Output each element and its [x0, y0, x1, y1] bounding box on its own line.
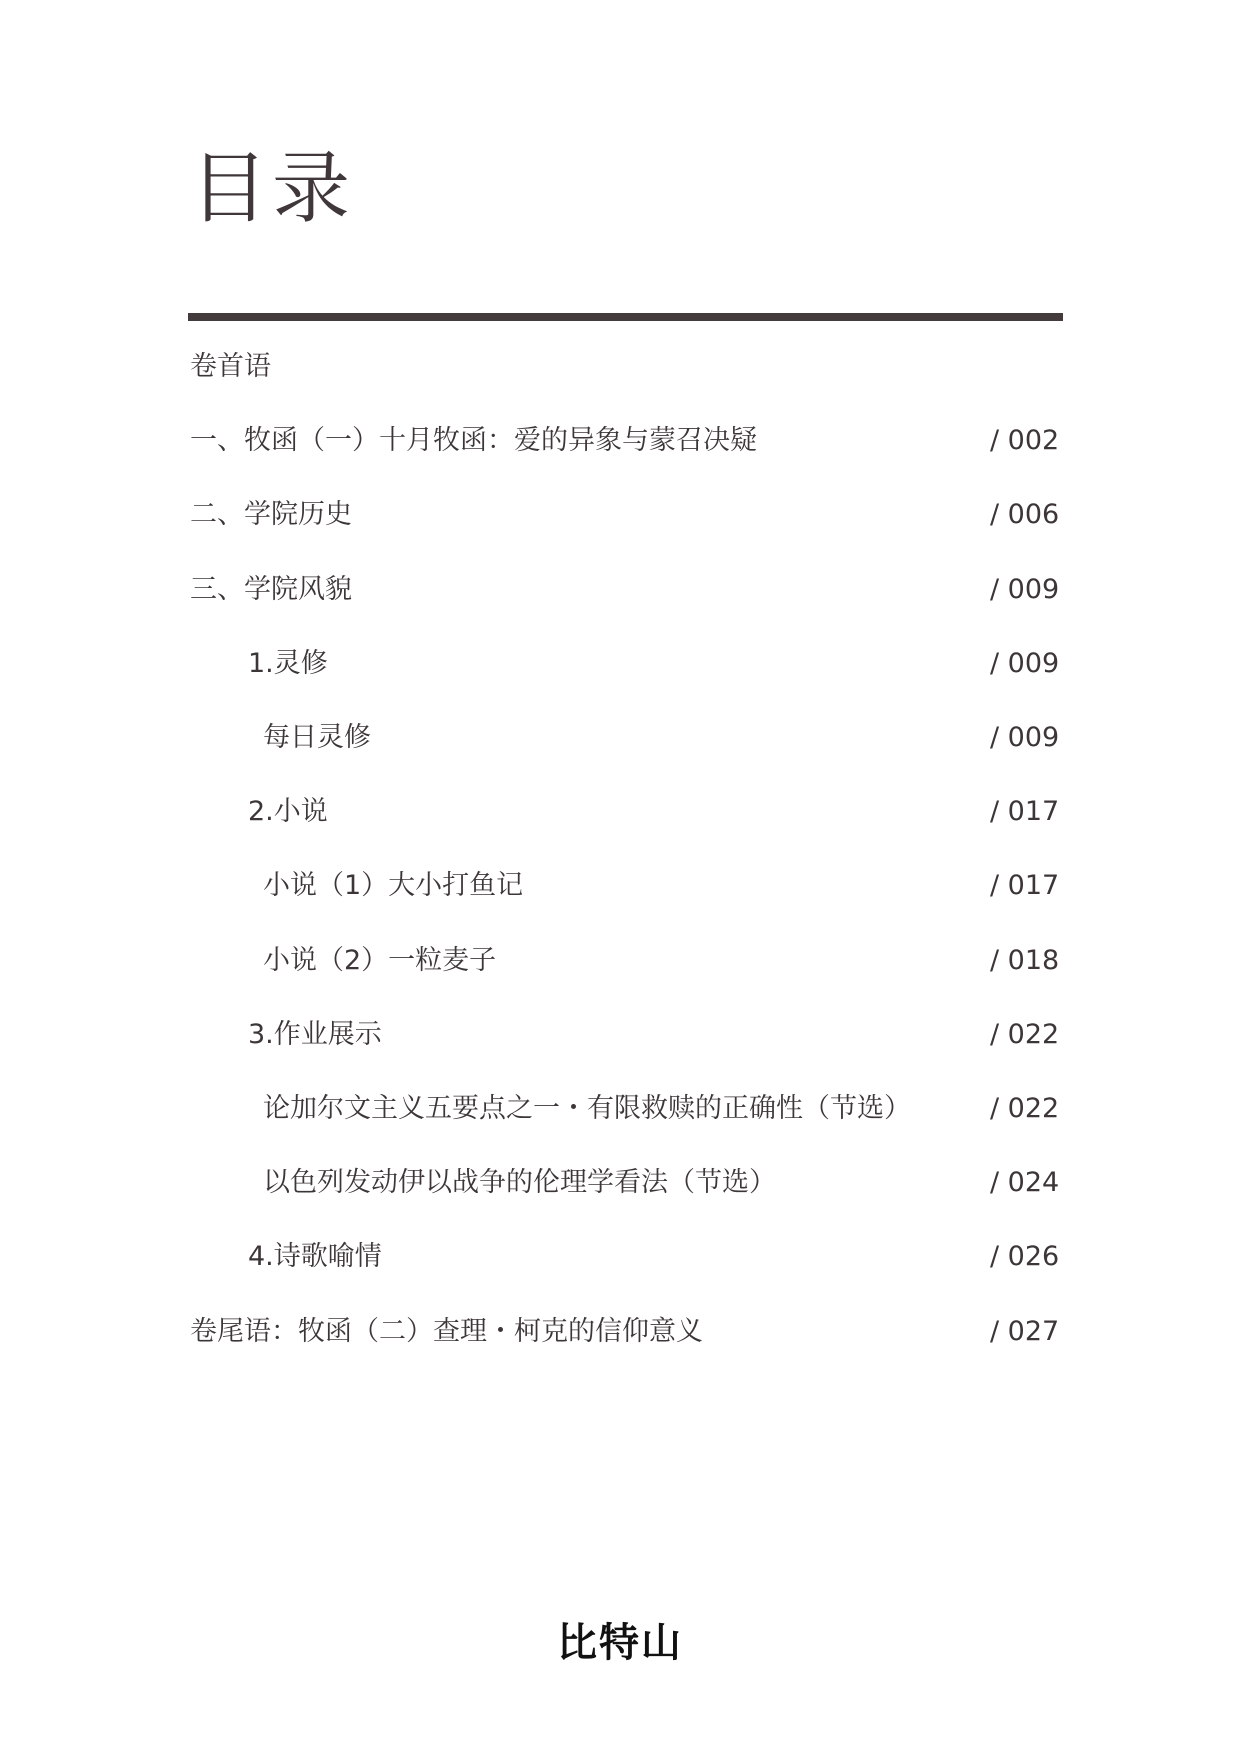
toc-entry[interactable]	[0, 421, 1241, 461]
toc-entry-title: 三、学院风貌	[190, 574, 352, 605]
toc-entry-page-number: / 002	[990, 425, 1060, 456]
page-title: 目录	[190, 144, 355, 234]
toc-entry[interactable]	[0, 1163, 1241, 1203]
toc-entry-title: 小说（2）一粒麦子	[263, 945, 497, 976]
toc-entry-page-number: / 022	[990, 1093, 1060, 1124]
toc-entry-page-number: / 017	[990, 870, 1060, 901]
toc-entry[interactable]	[0, 1237, 1241, 1277]
toc-entry-page-number: / 009	[990, 648, 1060, 679]
toc-entry[interactable]	[0, 644, 1241, 684]
toc-entry[interactable]	[0, 570, 1241, 610]
toc-entry-title: 1.灵修	[248, 648, 328, 679]
toc-entry-page-number: / 009	[990, 722, 1060, 753]
toc-entry-title: 小说（1）大小打鱼记	[263, 870, 524, 901]
toc-entry-title: 卷尾语：牧函（二）查理・柯克的信仰意义	[190, 1316, 703, 1347]
toc-entry-page-number: / 024	[990, 1167, 1060, 1198]
toc-entry-title: 一、牧函（一）十月牧函：爱的异象与蒙召决疑	[190, 425, 757, 456]
footer-logo: 比特山	[557, 1620, 683, 1666]
toc-entry-page-number: / 022	[990, 1019, 1060, 1050]
toc-entry-title: 4.诗歌喻情	[248, 1241, 382, 1272]
toc-entry[interactable]	[0, 718, 1241, 758]
toc-entry[interactable]	[0, 1312, 1241, 1352]
toc-entry-title: 以色列发动伊以战争的伦理学看法（节选）	[263, 1167, 776, 1198]
toc-entry-page-number: / 006	[990, 499, 1060, 530]
toc-entry-title: 论加尔文主义五要点之一・有限救赎的正确性（节选）	[263, 1093, 911, 1124]
toc-entry[interactable]	[0, 1015, 1241, 1055]
toc-entry-page-number: / 017	[990, 796, 1060, 827]
toc-entry[interactable]	[0, 866, 1241, 906]
toc-entry-page-number: / 027	[990, 1316, 1060, 1347]
toc-entry[interactable]	[0, 347, 1241, 387]
toc-entry-title: 二、学院历史	[190, 499, 352, 530]
toc-entry-page-number: / 009	[990, 574, 1060, 605]
toc-entry-title: 3.作业展示	[248, 1019, 382, 1050]
toc-entry[interactable]	[0, 1089, 1241, 1129]
toc-entry-page-number: / 026	[990, 1241, 1060, 1272]
toc-entry[interactable]	[0, 941, 1241, 981]
toc-entry[interactable]	[0, 495, 1241, 535]
toc-entry-title: 卷首语	[190, 351, 271, 382]
toc-entry-page-number: / 018	[990, 945, 1060, 976]
toc-entry[interactable]	[0, 792, 1241, 832]
toc-entry-title: 2.小说	[248, 796, 328, 827]
toc-entry-title: 每日灵修	[263, 722, 371, 753]
